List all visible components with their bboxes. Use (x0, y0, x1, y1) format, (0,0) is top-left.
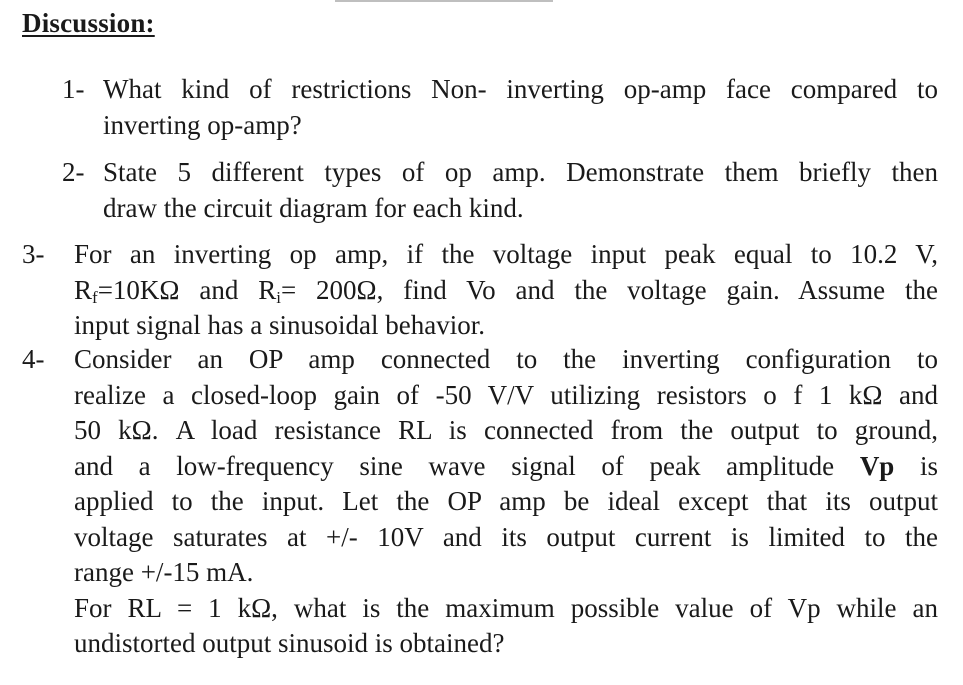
question-text-line: What kind of restrictions Non- inverting op-amp face compared to (103, 74, 938, 104)
rf-symbol: R (74, 274, 93, 305)
text-segment: and a low-frequency sine wave signal of peak amplitude (74, 450, 835, 481)
question-2 (62, 155, 938, 226)
question-3 (22, 237, 938, 344)
question-text-line (74, 273, 938, 309)
question-text-line (74, 449, 938, 485)
top-divider (335, 0, 553, 2)
question-text-line: draw the circuit diagram for each kind. (103, 192, 524, 223)
question-4 (22, 342, 938, 662)
question-text-line: voltage saturates at +/- 10V and its output current is limited to the (74, 521, 938, 552)
question-number: 4- (22, 344, 45, 374)
rf-subscript: f (92, 287, 98, 307)
section-heading: Discussion: (22, 8, 155, 38)
question-text-line: undistorted output sinusoid is obtained? (74, 628, 505, 658)
question-text-line: inverting op-amp? (103, 109, 302, 140)
question-text-line: input signal has a sinusoidal behavior. (74, 310, 485, 340)
question-number: 3- (22, 239, 45, 269)
question-text-line: Consider an OP amp connected to the inverting configuration to (74, 344, 938, 374)
question-1 (62, 72, 938, 143)
rf-value-text: =10KΩ and R (97, 274, 277, 305)
question-text-line: range +/-15 mA. (74, 557, 254, 587)
text-segment: is (920, 450, 939, 481)
question-number: 1- (62, 74, 85, 104)
question-text-line: applied to the input. Let the OP amp be ideal except that its output (74, 486, 938, 516)
ri-subscript: i (276, 287, 281, 307)
question-text-line: 50 kΩ. A load resistance RL is connected from the output to ground, (74, 415, 938, 445)
vp-bold-term: Vp (859, 450, 895, 481)
question-text-line: For RL = 1 kΩ, what is the maximum possible value of Vp while an (74, 592, 938, 623)
ri-value-text: = 200Ω, find Vo and the voltage gain. Assume the (280, 274, 938, 305)
question-number: 2- (62, 157, 85, 187)
question-text-line: realize a closed-loop gain of -50 V/V utilizing resistors o f 1 kΩ and (74, 379, 938, 410)
question-text-line: State 5 different types of op amp. Demonstrate them briefly then (103, 157, 938, 187)
question-text-line: For an inverting op amp, if the voltage input peak equal to 10.2 V, (74, 239, 938, 269)
